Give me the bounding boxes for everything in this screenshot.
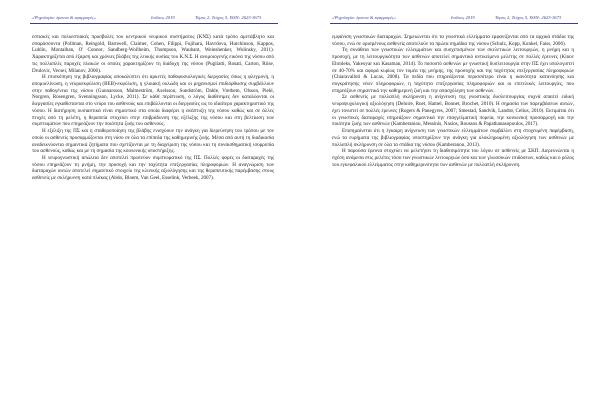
paragraph: εστιακές και πολυεστιακές προσβολές του κεντρικού νευρικού συστήματος (ΚΝΣ) κατά τρόπο αμετάβλητο και σπαράσσοντα (Pollman, Reingold, Barnwell, Claimer, Cohen, Filippi, Fujihara, Havrdova, Hutchinson, Kappos, Lublin, Montalban, O' Connor, Sandberg-Wollheim, Thompson, Waubant, Weinshenker, Wolinsky, 2011). Χαρακτηρίζεται από έξαρση και χρόνιες βλάβες της λευκής ουσίας του Κ.Ν.Σ. Η ανομοιογενής εικόνα της νόσου από τις πολλαπλές παροχές πλακών οι οποίες χαρακτηρίζουν τη διάδοχη της νόσου (Pugliatti, Rosati, Carton, Riise, Drulovic, Vecsei, Milanov, 2006). (32, 34, 274, 74)
issue-date: Ιούλιος 2019 (451, 15, 475, 20)
journal-title: «Ψυχολογία: έρευνα & εφαρμογές» (32, 15, 96, 20)
left-body-text (32, 34, 274, 182)
header-rule (30, 23, 278, 24)
right-body-text (332, 34, 574, 168)
paragraph: Η νευρογνωστική απώλεια δεν αποτελεί πρωτεύον συμπτωματικό της ΠΣ. Πολλές φορές οι διαταραχές της νόσου επηρεάζουν τη μνήμη, την προσοχή και την ταχύτητα επεξεργασίας πληροφοριών. Η αναγνώριση των διαταραχών αυτών αποτελεί σημαντικό στοιχείο της κλινικής αξιολόγησης και της θεραπευτικής παρέμβασης στους ασθενείς με σκλήρυνση κατά πλάκας (Abdo, Bloem, Van Geel, Esselink, Verbeek, 2007). (32, 154, 274, 182)
issue-date: Ιούλιος 2019 (151, 15, 175, 20)
paragraph: εμφάνιση γνωστικών διαταραχών. Σημειώνεται ότι τα γνωστικά ελλείμματα εμφανίζονται από τα αρχικά στάδια της νόσου, ενώ σε ορισμένους ασθενείς αποτελούν τα πρώτα σημάδια της νόσου (Schulz, Kopp, Kunkel, Faiss, 2006). (332, 34, 574, 47)
paragraph: Τη συνάθεια των γνωστικών ελλειμμάτων και συσχετισμένων των σκελετικών λειτουργιών, η μνήμη και η προσοχή, με τη λειτουργικότητα των ασθενών αποτελεί σημαντικό αντικείμενο μελέτης σε πολλές έρευνες (Kinoc Ehrnleks, Yakeoyar και Kasaman, 2014). Το ποσοστό ασθενών με γνωστική δυσλειτουργία στην ΠΣ έχει υπολογιστεί σε 40-70% και αφορά κυρίως τον τομέα της μνήμης, της προσοχής και της ταχύτητας επεξεργασίας πληροφοριών (Chiaravalloti & Lucas, 2008). Τα πεδία που επηρεάζονται περισσότερο είναι η ικανότητα κατανόησης και συγκράτησης νέων πληροφοριών, η ταχύτητα επεξεργασίας πληροφοριών και οι επιτελικές λειτουργίες, που επηρεάζουν σημαντικά την καθημερινή ζωή και την απασχόληση των ασθενών. (332, 47, 574, 94)
paragraph: Σε ασθενείς με πολλαπλή σκλήρυνση η ανίχνευση της γνωστικής δυσλειτουργίας συχνά απαιτεί ειδική νευροψυχολογική αξιολόγηση (Deloire, Ruet, Hamel, Bonnet, Brochet, 2010). Η σημασία των παρεμβάσεων αυτών, έχει τονιστεί σε πολλές έρευνες (Rogers & Panegyres, 2007; Smestad, Sandvik, Landrø, Celius, 2010). Εκτιμάται ότι οι γνωστικές διαταραχές επηρεάζουν σημαντικά την επαγγελματική πορεία, την κοινωνική προσαρμογή και την ποιότητα ζωής των ασθενών (Kamberaniou, Messinis, Nasios, Roussos & Papathanasopoulos, 2017). (332, 94, 574, 128)
right-page (300, 0, 600, 407)
issue-info: Τόμος 2, Τεύχος 5, ISSN: 2623-3673 (495, 15, 562, 20)
journal-title: «Ψυχολογία: έρευνα & εφαρμογές» (332, 15, 396, 20)
paragraph: Η επισκόπηση της βιβλιογραφίας αποκαλύπτει ότι αρκετές παθοφυσιολογικές διεργασίες όπως η φλεγμονή, η απομυελίνωση, η νευροεκφύλιση (ΒΕΒ)-εκφύλιση, η γλοιακή ουλώδη και οι μηχανισμοί επιδιόρθωσης συμβάλλουν στην παθογένεια της νόσου (Gunnarsson, Malmeström, Axelsson, Sundström, Dahle, Vrethem, Olsson, Piehl, Norgren, Rosengren, Svenningsson, Lycke, 2011). Σε κάθε περίπτωση, ο λόγος διαθέσιμες δεν καταλύονται οι διεργασίες εγκαθίστανται στο νεύρο του ασθενούς και επιβάλλονται οι διεργασίες ως το ιδιαίτερο χαρακτηριστικό της νόσου. Η διατήρηση ουσιαστικά είναι σημαντικό στα οποία διαφέρει η ανάπτυξη της νόσου καθώς και σε άλλες πτυχές από τη μελέτη, η θεραπεία στοχεύει στην επιβράδυνση της εξέλιξης της νόσου και στη βελτίωση των συμπτωμάτων που επηρεάζουν την ποιότητα ζωής του ασθενούς. (32, 74, 274, 128)
header-rule (330, 23, 578, 24)
paragraph: Η παρούσα έρευνα στοχεύει να μελετήσει τη διαθεσιμότητα του λόγου σε ασθενείς με ΣΚΠ. Διερευνώνται η σχέση ανάμεσα στις μελέτες τόσο των γνωστικών λειτουργιών όσο και των γλωσσικών επιδόσεων, καθώς και ο ρόλος του εγκεφαλικού ελλείμματος στην καθημερινότητα των ασθενών με πολλαπλή σκλήρυνση. (332, 148, 574, 168)
issue-info: Τόμος 2, Τεύχος 5, ISSN: 2623-3673 (195, 15, 262, 20)
paragraph: Επισημαίνεται ότι η έγκαιρη ανίχνευση των γνωστικών ελλειμμάτων συμβάλλει στη στοχευμένη παρέμβαση, ενώ τα ευρήματα της βιβλιογραφίας υποστηρίζουν την ανάγκη για ολοκληρωμένη αξιολόγηση των ασθενών με πολλαπλή σκλήρυνση σε όλα τα στάδια της νόσου (Kamberanou, 2013). (332, 128, 574, 148)
paragraph: Η εξέλιξη της ΠΣ και η σταθεροποίηση της βλάβης ενισχύουν την ανάγκη για διερεύνηση του τρόπου με τον οποίο οι ασθενείς προσαρμόζονται στη νόσο σε όλα τα επίπεδα της καθημερινής ζωής. Μέσα από αυτή τη διαδικασία αναδεικνύονται σημαντικά ζητήματα που σχετίζονται με τη διαχείριση της νόσου και τη συναισθηματική ισορροπία του ασθενούς, καθώς και με τη σημασία της κοινωνικής υποστήριξης. (32, 128, 274, 155)
